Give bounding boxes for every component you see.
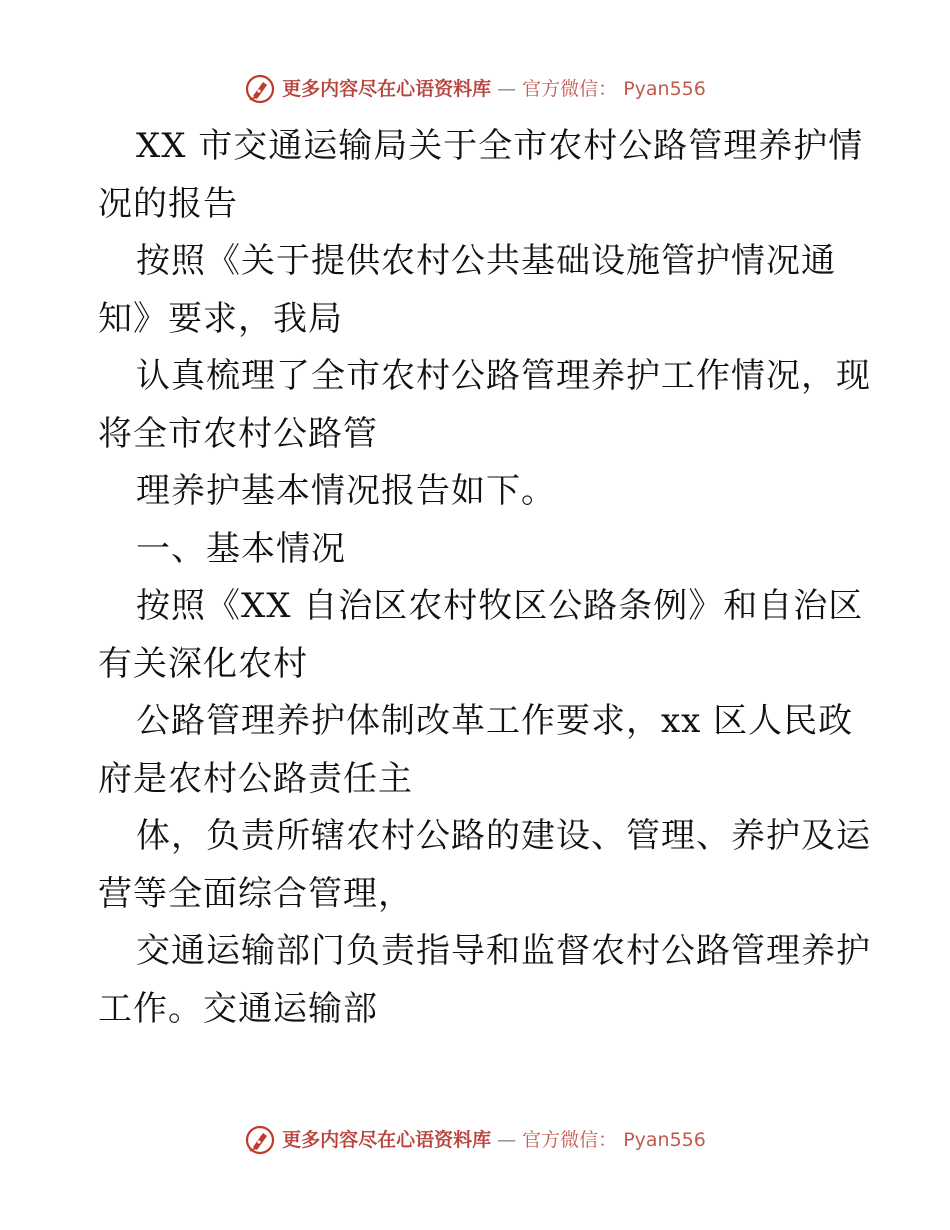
document-line: 按照《关于提供农村公共基础设施管护情况通 (136, 241, 836, 281)
document-line: 按照《XX 自治区农村牧区公路条例》和自治区 (136, 586, 864, 626)
document-line: 体，负责所辖农村公路的建设、管理、养护及运 (136, 816, 871, 856)
header-watermark (0, 72, 950, 106)
document-line: 况的报告 (98, 183, 238, 224)
document-line: 理养护基本情况报告如下。 (136, 471, 556, 511)
document-line: 营等全面综合管理， (98, 873, 413, 914)
watermark-handle-value: Pyan556 (623, 1129, 706, 1151)
document-line: XX 市交通运输局关于全市农村公路管理养护情 (136, 126, 864, 166)
pen-nib-logo-icon (244, 73, 276, 105)
document-line: 一、基本情况 (136, 528, 346, 569)
document-line: 认真梳理了全市农村公路管理养护工作情况，现 (136, 356, 871, 396)
watermark-main-text: 更多内容尽在心语资料库 (282, 1129, 492, 1151)
document-line: 知》要求，我局 (98, 298, 343, 339)
pen-nib-logo-icon (244, 1124, 276, 1156)
watermark-main-text: 更多内容尽在心语资料库 (282, 78, 492, 100)
document-body (98, 118, 871, 1038)
watermark-handle-value: Pyan556 (623, 78, 706, 100)
document-line: 将全市农村公路管 (98, 413, 378, 454)
watermark-separator: — (497, 1129, 517, 1151)
footer-watermark (0, 1123, 950, 1157)
document-line: 府是农村公路责任主 (98, 758, 413, 799)
watermark-separator: — (497, 78, 517, 100)
document-line: 有关深化农村 (98, 643, 308, 684)
watermark-handle-label: 官方微信： (522, 78, 618, 100)
watermark-handle-label: 官方微信： (522, 1129, 618, 1151)
document-line: 公路管理养护体制改革工作要求，xx 区人民政 (136, 701, 854, 741)
document-line: 工作。交通运输部 (98, 988, 378, 1029)
document-line: 交通运输部门负责指导和监督农村公路管理养护 (136, 931, 871, 971)
